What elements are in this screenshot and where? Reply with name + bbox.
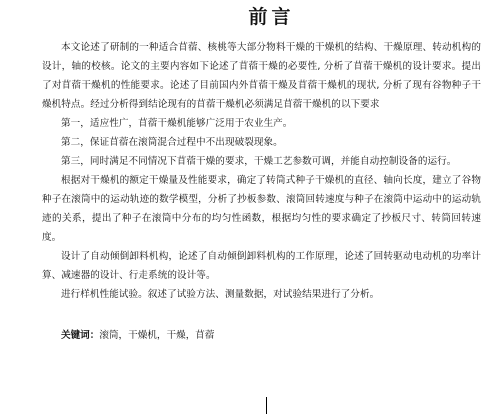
keywords-text: 滚筒，干燥机，干燥，苜蓿 — [99, 330, 215, 341]
keywords-label: 关键词： — [61, 330, 100, 341]
keywords-line — [42, 326, 481, 345]
paragraph-intro: 本文论述了研制的一种适合苜蓿、核桃等大部分物料干燥的干燥机的结构、干燥原理、转动机构的设计，轴的校核。论文的主要内容如下论述了苜蓿干燥的必要性, 分析了苜蓿干燥机的设计要求。提出了对苜蓿干燥机的性能要求。论述了目前国内外苜蓿干燥及苜蓿干燥机的现状, 分析了现有谷物种子干燥机特点。经过分析得到结论现有的苜蓿干燥机必须满足苜蓿干燥机的以下要求 — [42, 42, 481, 110]
text-cursor — [266, 397, 267, 414]
document-title: 前言 — [248, 6, 295, 28]
paragraph-point-three: 第三，同时满足不同情况下苜蓿干燥的要求，干燥工艺参数可调，并能自动控制设备的运行。 — [61, 156, 457, 167]
paragraph-unloading-mechanism: 设计了自动倾倒卸料机构，论述了自动倾倒卸料机构的工作原理，论述了回转驱动电动机的功率计算、减速器的设计、行走系统的设计等。 — [42, 251, 481, 281]
paragraph-point-one: 第一，适应性广，苜蓿干燥机能够广泛用于农业生产。 — [61, 118, 293, 129]
paragraph-prototype-test: 进行样机性能试验。叙述了试验方法、测量数据，对试验结果进行了分析。 — [61, 289, 380, 300]
paragraph-design-analysis: 根据对干燥机的额定干燥量及性能要求，确定了转筒式种子干燥机的直径、轴向长度，建立了谷物种子在滚筒中的运动轨迹的数学模型，分析了抄板参数、滚筒回转速度与种子在滚筒中运动中的运动轨迹的关系，提出了种子在滚筒中分布的均匀性函数，根据均匀性的要求确定了抄板尺寸、转筒回转速度。 — [42, 175, 481, 243]
paragraph-point-two: 第二，保证苜蓿在滚筒混合过程中不出现破裂现象。 — [61, 137, 283, 148]
